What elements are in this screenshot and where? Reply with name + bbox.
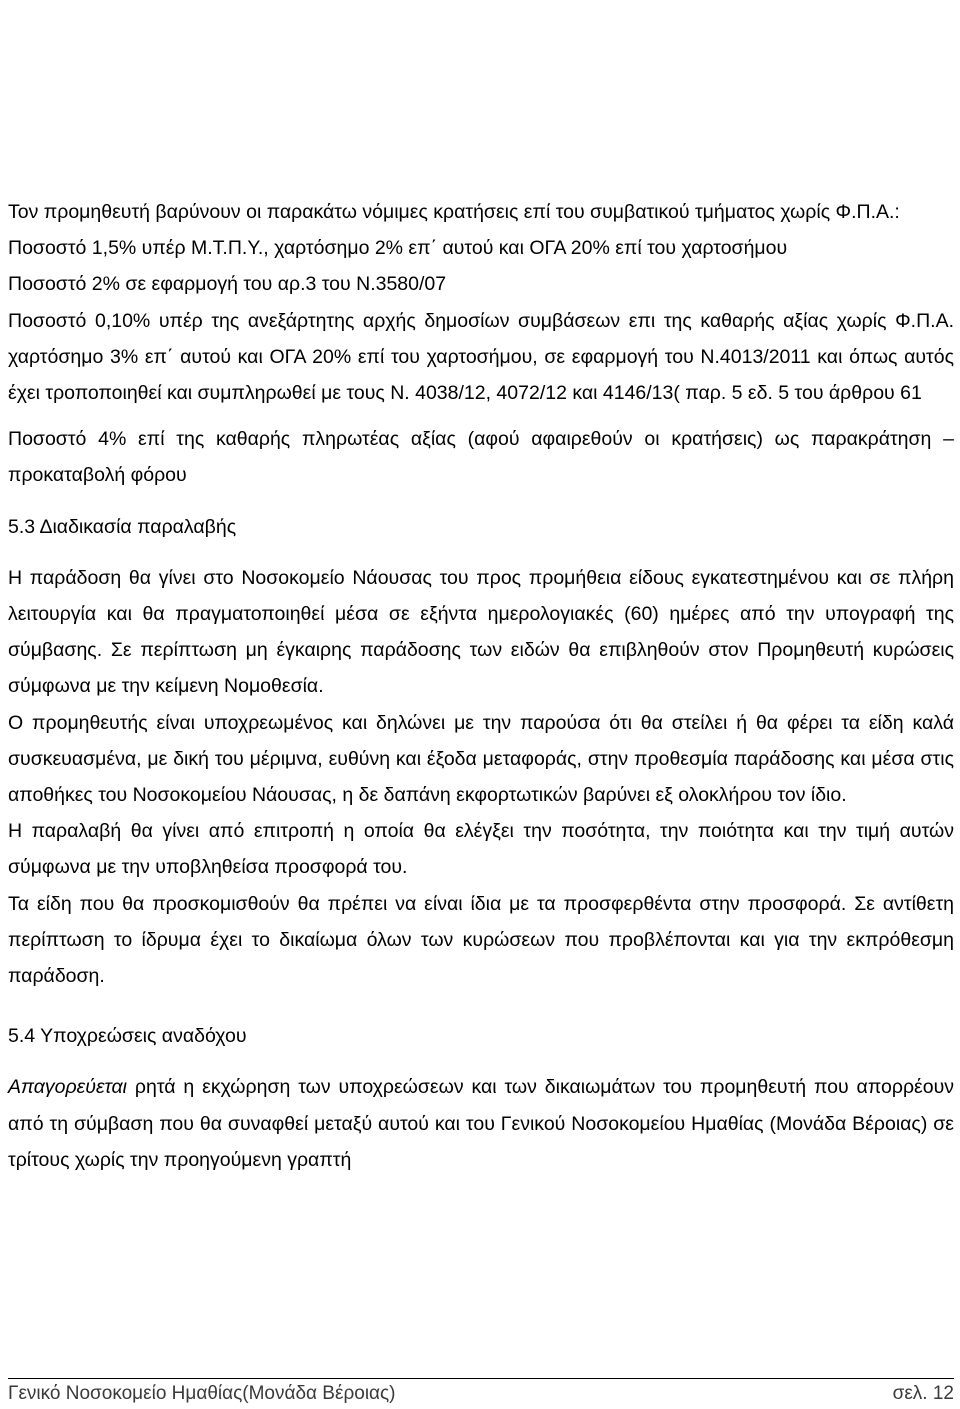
- acceptance-paragraph: Η παραλαβή θα γίνει από επιτροπή η οποία θα ελέγξει την ποσότητα, την ποιότητα και την τιμή αυτών σύμφωνα με την υποβληθείσα προσφορά του.: [8, 820, 954, 879]
- document-body: [8, 194, 954, 1178]
- conformity-paragraph: Τα είδη που θα προσκομισθούν θα πρέπει να είναι ίδια με τα προσφερθέντα στην προσφορά. Σε αντίθετη περίπτωση το ίδρυμα έχει το δικαίωμα όλων των κυρώσεων που προβλέπονται και για την εκπρόθεσμη παράδοση.: [8, 892, 954, 988]
- footer-organization: Γενικό Νοσοκομείο Ημαθίας(Μονάδα Βέροιας): [8, 1383, 396, 1404]
- footer-page-number: σελ. 12: [892, 1383, 954, 1404]
- prohibition-text: ρητά η εκχώρηση των υποχρεώσεων και των δικαιωμάτων του προμηθευτή που απορρέουν από τη σύμβαση που θα συναφθεί μεταξύ αυτού και του Γενικού Νοσοκομείου Ημαθίας (Μονάδα Βέροιας) σε τρίτους χωρίς την προηγούμενη γραπτή: [8, 1076, 954, 1171]
- delivery-paragraph: Η παράδοση θα γίνει στο Νοσοκομείο Νάουσας του προς προμήθεια είδους εγκατεστημένου και σε πλήρη λειτουργία και θα πραγματοποιηθεί μέσα σε εξήντα ημερολογιακές (60) ημέρες από την υπογραφή της σύμβασης. Σε περίπτωση μη έγκαιρης παράδοσης των ειδών θα επιβληθούν στον Προμηθευτή κυρώσεις σύμφωνα με την κείμενη Νομοθεσία.: [8, 566, 954, 698]
- supplier-obligation-paragraph: Ο προμηθευτής είναι υποχρεωμένος και δηλώνει με την παρούσα ότι θα στείλει ή θα φέρει τα είδη καλά συσκευασμένα, με δική του μέριμνα, ευθύνη και έξοδα μεταφοράς, στην προθεσμία παράδοσης και μέσα στις αποθήκες του Νοσοκομείου Νάουσας, η δε δαπάνη εκφορτωτικών βαρύνει εξ ολοκλήρου τον ίδιο.: [8, 711, 954, 807]
- section-heading-5-3: 5.3 Διαδικασία παραλαβής: [8, 515, 237, 538]
- page-footer: [8, 1378, 954, 1409]
- retention-item-tax: Ποσοστό 2% σε εφαρμογή του αρ.3 του Ν.3580/07: [8, 273, 447, 296]
- section-heading-5-4: 5.4 Υποχρεώσεις αναδόχου: [8, 1025, 247, 1048]
- prohibited-emphasis: Απαγορεύεται: [8, 1076, 128, 1099]
- retention-item-mtpy: Ποσοστό 1,5% υπέρ Μ.Τ.Π.Υ., χαρτόσημο 2% επ΄ αυτού και ΟΓΑ 20% επί του χαρτοσήμου: [8, 237, 788, 260]
- assignment-prohibition-paragraph: [8, 1069, 954, 1178]
- retentions-intro: Τον προμηθευτή βαρύνουν οι παρακάτω νόμιμες κρατήσεις επί του συμβατικού τμήματος χωρίς Φ.Π.Α.:: [8, 201, 900, 223]
- retention-item-withholding: Ποσοστό 4% επί της καθαρής πληρωτέας αξίας (αφού αφαιρεθούν οι κρατήσεις) ως παρακράτηση – προκαταβολή φόρου: [8, 428, 954, 487]
- retention-item-authority: Ποσοστό 0,10% υπέρ της ανεξάρτητης αρχής δημοσίων συμβάσεων επι της καθαρής αξίας χωρίς Φ.Π.Α. χαρτόσημο 3% επ΄ αυτού και ΟΓΑ 20% επί του χαρτοσήμου, σε εφαρμογή του Ν.4013/2011 και όπως αυτός έχει τροποποιηθεί και συμπληρωθεί με τους Ν. 4038/12, 4072/12 και 4146/13( παρ. 5 εδ. 5 του άρθρου 61: [8, 309, 954, 405]
